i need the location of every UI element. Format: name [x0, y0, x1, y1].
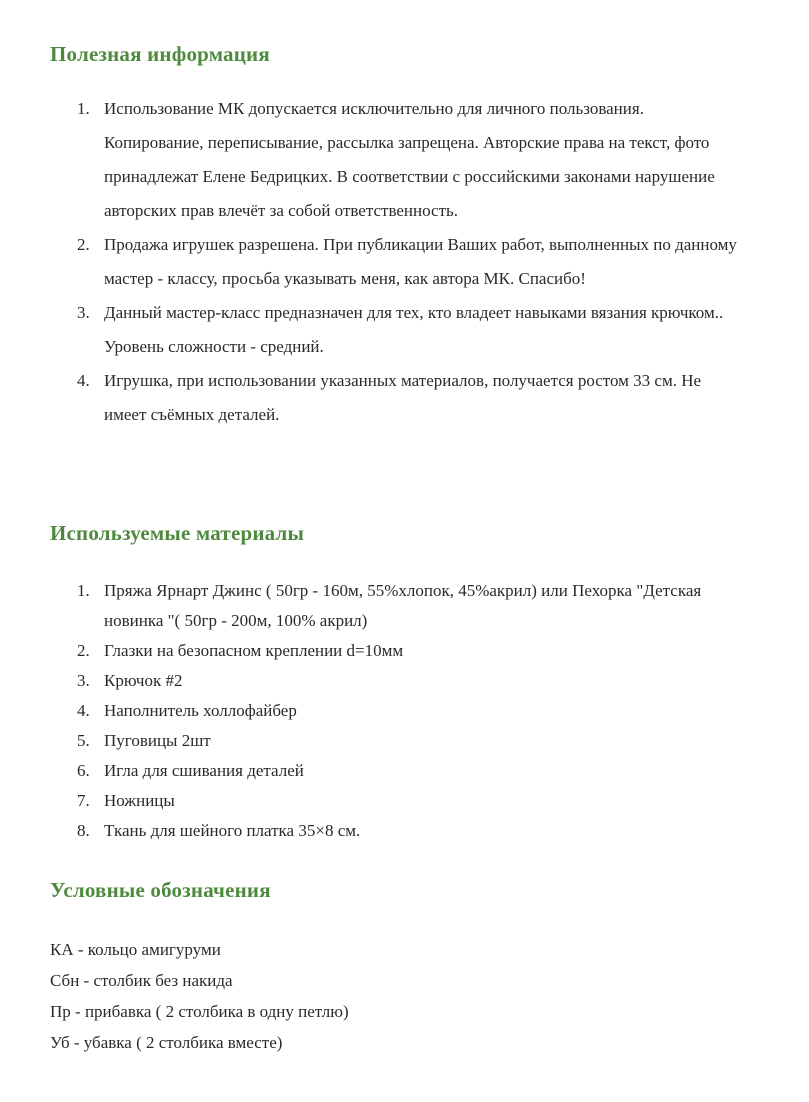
- info-list: [0, 92, 744, 432]
- materials-item-3: [0, 666, 744, 696]
- materials-item-3-number: 3.: [77, 671, 90, 690]
- materials-item-6-number: 6.: [77, 761, 90, 780]
- legend-line-ub: Уб - убавка ( 2 столбика вместе): [50, 1033, 283, 1052]
- materials-item-7-number: 7.: [77, 791, 90, 810]
- materials-item-7: [0, 786, 744, 816]
- materials-item-8-text: Ткань для шейного платка 35×8 см.: [104, 821, 361, 840]
- materials-item-2: [0, 636, 744, 666]
- heading-legend: Условные обозначения: [50, 878, 271, 902]
- info-item-1: [0, 92, 744, 228]
- info-item-3: [0, 296, 744, 364]
- materials-item-3-text: Крючок #2: [104, 671, 183, 690]
- materials-item-1: [0, 576, 744, 636]
- materials-list: [0, 576, 744, 846]
- info-item-4: [0, 364, 744, 432]
- materials-item-1-text: Пряжа Ярнарт Джинс ( 50гр - 160м, 55%хлопок, 45%акрил) или Пехорка "Детская новинка "( 50гр - 200м, 100% акрил): [104, 581, 702, 630]
- materials-item-4: [0, 696, 744, 726]
- materials-item-5: [0, 726, 744, 756]
- legend-list: [50, 934, 349, 1058]
- info-item-2-number: 2.: [77, 235, 90, 254]
- legend-line-pr: Пр - прибавка ( 2 столбика в одну петлю): [50, 1002, 349, 1021]
- legend-line-sbn: Сбн - столбик без накида: [50, 971, 233, 990]
- info-item-4-number: 4.: [77, 371, 90, 390]
- materials-item-1-number: 1.: [77, 581, 90, 600]
- materials-item-4-number: 4.: [77, 701, 90, 720]
- info-item-1-number: 1.: [77, 99, 90, 118]
- materials-item-6: [0, 756, 744, 786]
- legend-line-ka: КА - кольцо амигуруми: [50, 940, 221, 959]
- materials-item-2-number: 2.: [77, 641, 90, 660]
- materials-item-5-number: 5.: [77, 731, 90, 750]
- materials-item-6-text: Игла для сшивания деталей: [104, 761, 304, 780]
- heading-useful-info: Полезная информация: [50, 42, 270, 66]
- materials-item-7-text: Ножницы: [104, 791, 175, 810]
- info-item-3-number: 3.: [77, 303, 90, 322]
- heading-materials: Используемые материалы: [50, 521, 305, 545]
- materials-item-8-number: 8.: [77, 821, 90, 840]
- info-item-1-text: Использование МК допускается исключительно для личного пользования. Копирование, переписывание, рассылка запрещена. Авторские права на текст, фото принадлежат Елене Бедрицких. В соответствии с российскими законами нарушение авторских прав влечёт за собой ответственность.: [104, 99, 715, 220]
- info-item-2-text: Продажа игрушек разрешена. При публикации Ваших работ, выполненных по данному мастер - классу, просьба указывать меня, как автора МК. Спасибо!: [104, 235, 737, 288]
- info-item-3-text: Данный мастер-класс предназначен для тех, кто владеет навыками вязания крючком.. Уровень сложности - средний.: [104, 303, 724, 356]
- materials-item-4-text: Наполнитель холлофайбер: [104, 701, 297, 720]
- materials-item-8: [0, 816, 744, 846]
- info-item-2: [0, 228, 744, 296]
- info-item-4-text: Игрушка, при использовании указанных материалов, получается ростом 33 см. Не имеет съёмных деталей.: [104, 371, 702, 424]
- materials-item-5-text: Пуговицы 2шт: [104, 731, 211, 750]
- materials-item-2-text: Глазки на безопасном креплении d=10мм: [104, 641, 404, 660]
